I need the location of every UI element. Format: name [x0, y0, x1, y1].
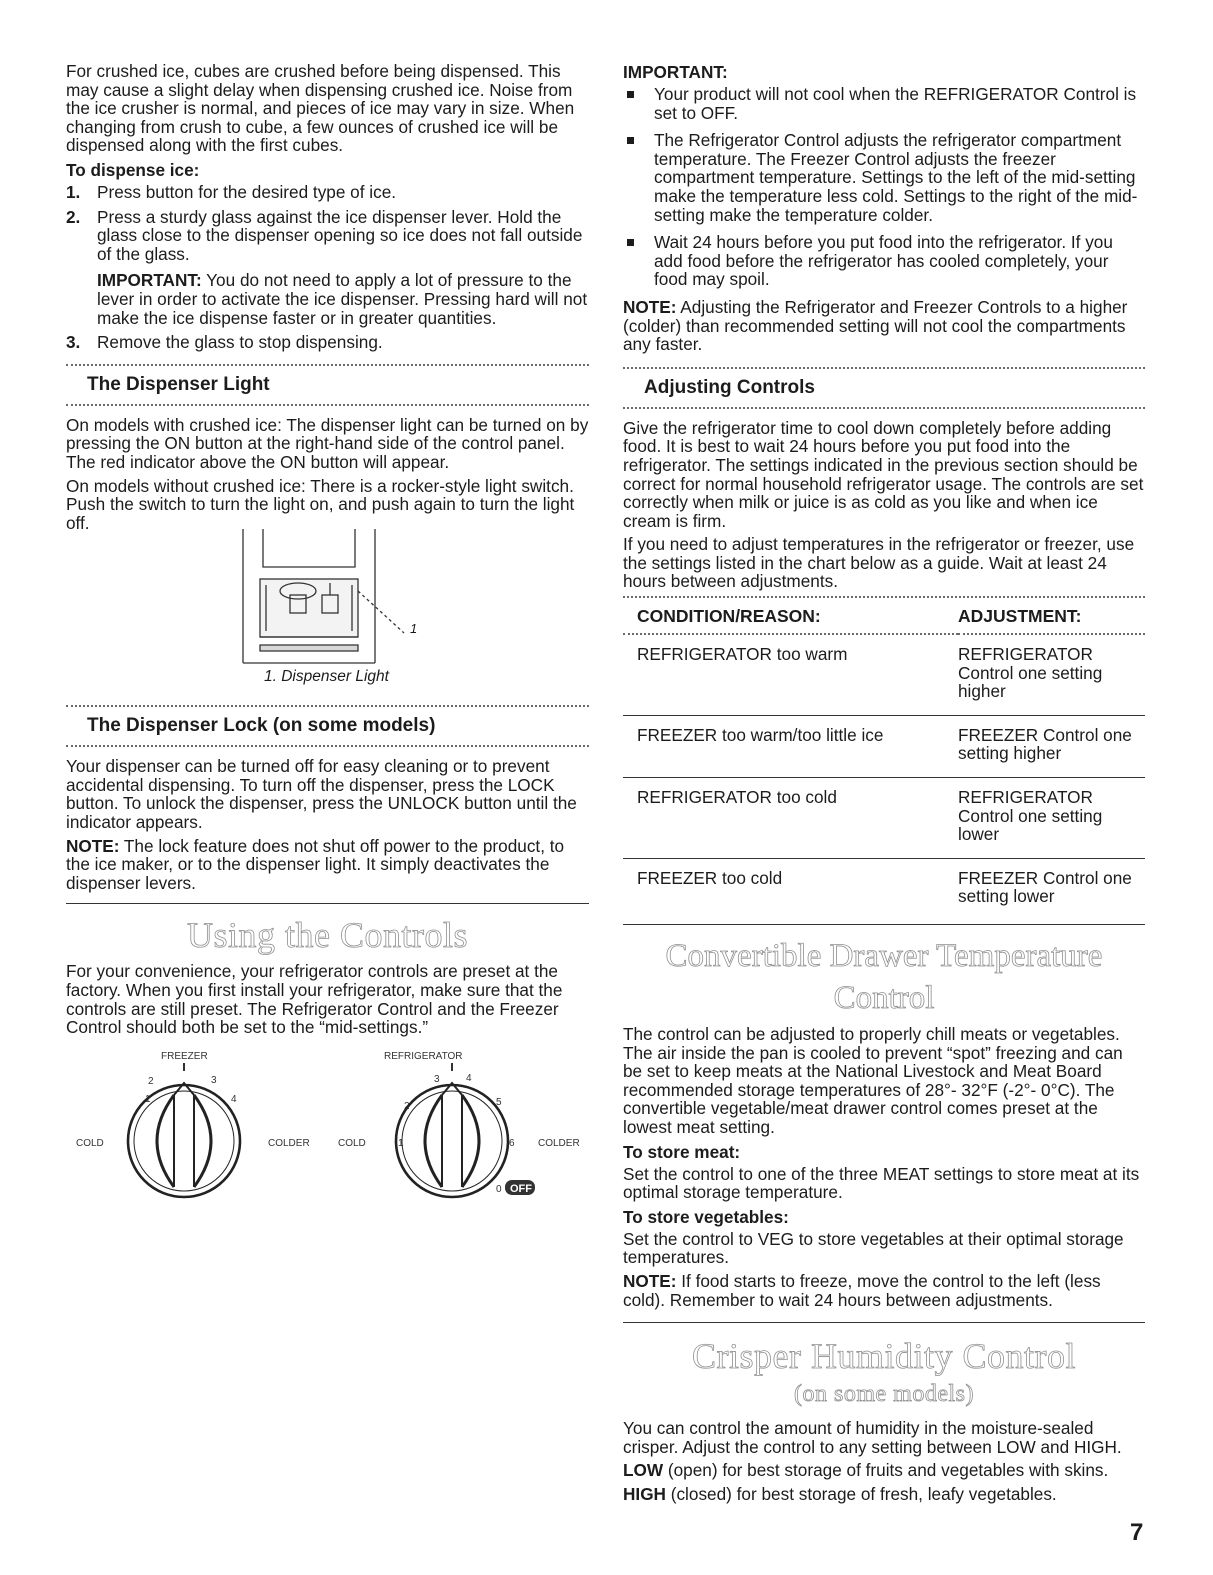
figure-caption: 1. Dispenser Light	[264, 668, 389, 686]
svg-text:OFF: OFF	[510, 1182, 532, 1195]
left-column	[66, 62, 589, 1205]
adjusting-controls-heading: Adjusting Controls	[644, 376, 815, 398]
refrigerator-cold-label: COLD	[338, 1137, 366, 1149]
bullet-square-icon	[627, 137, 634, 144]
figure-callout-number: 1	[410, 621, 418, 637]
refrigerator-dial	[396, 1083, 508, 1197]
svg-text:3: 3	[434, 1073, 440, 1085]
table-row: FREEZER too warm/too little ice FREEZER Control one setting higher	[623, 715, 1145, 777]
section-rule	[66, 903, 589, 904]
important-item: The Refrigerator Control adjusts the refrigerator compartment temperature. The Freezer Control adjusts the freezer compartment temperature. Settings to the left of the mid-setting make the temperature less cold. Settings to the right of the mid-setting make the temperature colder.	[623, 131, 1145, 224]
adjusting-p1: Give the refrigerator time to cool down completely before adding food. It is best to wait 24 hours before you put food into the refrigerator. The settings indicated in the previous section should be correct for normal household refrigerator usage. The controls are set correctly when milk or juice is as cold as you like and when ice cream is firm.	[623, 417, 1144, 531]
table-row: REFRIGERATOR too warm REFRIGERATOR Control one setting higher	[623, 634, 1145, 715]
svg-text:2: 2	[404, 1100, 410, 1112]
store-vegetables-text: Set the control to VEG to store vegetables at their optimal storage temperatures.	[623, 1228, 1124, 1268]
column-header: ADJUSTMENT:	[958, 606, 1082, 627]
adjustment-table	[623, 598, 1145, 920]
bullet-square-icon	[627, 239, 634, 246]
dispenser-lock-p1: Your dispenser can be turned off for easy cleaning or to prevent accidental dispensing. To turn off the dispenser, press the LOCK button. To unlock the dispenser, press the UNLOCK button until the indicator appears.	[66, 756, 577, 833]
step-2-important: IMPORTANT: You do not need to apply a lot of pressure to the lever in order to activate the ice dispenser. Pressing hard will not make the ice dispense faster or in greater quantities.	[97, 270, 588, 328]
page-number: 7	[1130, 1519, 1144, 1546]
dispenser-light-figure	[66, 529, 589, 691]
store-meat-label: To store meat:	[623, 1141, 741, 1162]
freezer-dial-title: FREEZER	[161, 1050, 208, 1062]
svg-text:3: 3	[211, 1074, 217, 1086]
table-header-row	[623, 598, 1145, 634]
important-item: Wait 24 hours before you put food into the refrigerator. If you add food before the refrigerator has cooled completely, your food may spoil.	[623, 233, 1145, 289]
svg-text:6: 6	[509, 1137, 515, 1149]
important-list	[623, 85, 1145, 289]
table-row: REFRIGERATOR too cold REFRIGERATOR Control one setting lower	[623, 778, 1145, 859]
dispense-steps	[66, 183, 589, 352]
freezer-cold-label: COLD	[76, 1137, 104, 1149]
refrigerator-colder-label: COLDER	[538, 1137, 580, 1149]
table-row: FREEZER too cold FREEZER Control one setting lower	[637, 867, 1132, 907]
dispenser-light-heading: The Dispenser Light	[87, 373, 270, 395]
svg-text:0: 0	[496, 1183, 502, 1195]
store-vegetables-label: To store vegetables:	[623, 1206, 789, 1227]
adjusting-p2: If you need to adjust temperatures in the refrigerator or freezer, use the settings listed in the chart below as a guide. Wait at least 24 hours between adjustments.	[623, 534, 1135, 592]
dispenser-lock-heading: The Dispenser Lock (on some models)	[87, 715, 436, 737]
important-label: IMPORTANT:	[623, 62, 728, 82]
crisper-p1: You can control the amount of humidity in the moisture-sealed crisper. Adjust the control to any setting between LOW and HIGH.	[623, 1418, 1122, 1457]
freezer-colder-label: COLDER	[268, 1137, 310, 1149]
drawer-note: NOTE: If food starts to freeze, move the control to the left (less cold). Remember to wait 24 hours between adjustments.	[623, 1270, 1101, 1310]
using-controls-p1: For your convenience, your refrigerator controls are preset at the factory. When you first install your refrigerator, make sure that the controls are still preset. The Refrigerator Control and the Freezer Control should both be set to the “mid-settings.”	[66, 961, 563, 1038]
freezer-dial	[128, 1083, 240, 1197]
dispenser-light-p1: On models with crushed ice: The dispenser light can be turned on by pressing the ON button at the right-hand side of the control panel. The red indicator above the ON button will appear.	[66, 414, 589, 472]
right-column	[623, 62, 1145, 1509]
step-1: 1. Press button for the desired type of ice.	[66, 181, 397, 202]
controls-note: NOTE: Adjusting the Refrigerator and Freezer Controls to a higher (colder) than recommended setting will not cool the compartments any faster.	[623, 296, 1128, 355]
crisper-subheading: (on some models)	[794, 1381, 974, 1408]
crisper-humidity-heading: Crisper Humidity Control	[692, 1336, 1076, 1377]
svg-text:1: 1	[145, 1093, 151, 1105]
svg-text:2: 2	[148, 1075, 154, 1087]
column-header: CONDITION/REASON:	[637, 606, 821, 627]
step-2: 2. Press a sturdy glass against the ice dispenser lever. Hold the glass close to the dispenser opening so ice does not fall outside of the glass. IMPORTANT: You do not need to apply a lot of pressure to the lever in order to activate the ice dispenser. Pressing hard will not make the ice dispense faster or in greater quantities.	[66, 206, 588, 328]
convertible-drawer-heading: Convertible Drawer Temperature Control	[665, 938, 1103, 1016]
crushed-ice-intro: For crushed ice, cubes are crushed before being dispensed. This may cause a slight delay when dispensing crushed ice. Noise from the ice crusher is normal, and pieces of ice may vary in size. When changing from crush to cube, a few ounces of crushed ice will be dispensed along with the first cubes.	[66, 61, 575, 156]
svg-text:4: 4	[466, 1072, 472, 1084]
step-3: 3. Remove the glass to stop dispensing.	[66, 332, 383, 353]
dispenser-illustration	[66, 529, 589, 691]
using-controls-heading: Using the Controls	[186, 915, 468, 956]
drawer-p1: The control can be adjusted to properly chill meats or vegetables. The air inside the pan is cooled to prevent “spot” freezing and can be set to keep meats at the National Livestock and Meat Board recommended storage temperatures of 28°- 32°F (-2°- 0°C). The convertible vegetable/meat drawer control comes preset at the lowest meat setting.	[623, 1024, 1123, 1137]
control-dials	[66, 1045, 589, 1205]
section-rule	[623, 924, 1145, 925]
bullet-square-icon	[627, 91, 634, 98]
svg-text:5: 5	[496, 1096, 502, 1108]
svg-text:1: 1	[398, 1137, 404, 1149]
dispenser-lock-note: NOTE: The lock feature does not shut off power to the product, to the ice maker, or to the dispenser light. It simply deactivates the dispenser levers.	[66, 835, 565, 893]
crisper-high: HIGH (closed) for best storage of fresh, leafy vegetables.	[623, 1483, 1057, 1504]
important-item: Your product will not cool when the REFRIGERATOR Control is set to OFF.	[623, 85, 1145, 122]
crisper-low: LOW (open) for best storage of fruits and vegetables with skins.	[623, 1460, 1109, 1481]
svg-text:4: 4	[231, 1093, 237, 1105]
section-rule	[623, 1322, 1145, 1323]
refrigerator-dial-title: REFRIGERATOR	[384, 1050, 463, 1062]
dispenser-light-p2: On models without crushed ice: There is a rocker-style light switch. Push the switch to turn the light on, and push again to turn the light off.	[66, 475, 575, 533]
dispense-ice-label: To dispense ice:	[66, 159, 200, 180]
store-meat-text: Set the control to one of the three MEAT settings to store meat at its optimal storage temperature.	[623, 1163, 1140, 1203]
